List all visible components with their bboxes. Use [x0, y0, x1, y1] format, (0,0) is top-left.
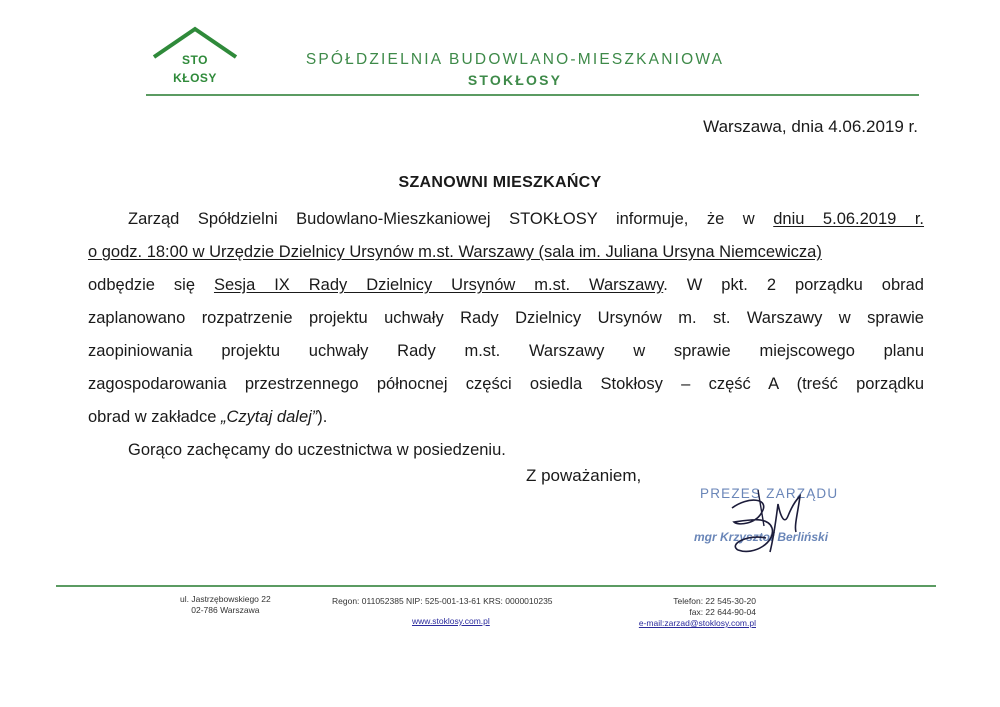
logo	[150, 26, 240, 92]
paragraph-line: o godz. 18:00 w Urzędzie Dzielnicy Ursynów m.st. Warszawy (sala im. Juliana Ursyna Niemcewicza)	[88, 243, 822, 261]
contact-email-link[interactable]: e-mail:zarzad@stoklosy.com.pl	[638, 618, 756, 628]
letter-body	[88, 203, 924, 467]
paragraph-line: zagospodarowania przestrzennego północnej części osiedla Stokłosy – część A (treść porządku	[88, 375, 924, 393]
footer-divider	[56, 585, 936, 587]
stamp-title: PREZES ZARZĄDU	[700, 486, 839, 501]
paragraph-line	[88, 401, 924, 434]
text-span: Zarząd Spółdzielni Budowlano-Mieszkaniowej STOKŁOSY informuje, że w	[128, 210, 774, 228]
text-span: . W pkt. 2 porządku obrad	[663, 276, 924, 294]
logo-text-bottom: KŁOSY	[173, 71, 217, 85]
paragraph-line: zaplanowano rozpatrzenie projektu uchwały Rady Dzielnicy Ursynów m. st. Warszawy w sprawie	[88, 309, 924, 327]
paragraph-line	[88, 203, 924, 236]
read-more-reference: „Czytaj dalej”	[221, 408, 318, 426]
text-span: odbędzie się	[88, 276, 214, 294]
footer-address	[180, 594, 271, 616]
logo-text-top: STO	[182, 53, 208, 67]
contact-fax: fax: 22 644-90-04	[689, 607, 756, 617]
address-street: ul. Jastrzębowskiego 22	[180, 594, 271, 604]
closing-phrase: Z poważaniem,	[526, 466, 642, 485]
organization-name: SPÓŁDZIELNIA BUDOWLANO-MIESZKANIOWA	[305, 51, 725, 68]
address-city: 02-786 Warszawa	[191, 605, 260, 615]
footer-registration-ids: Regon: 011052385 NIP: 525-001-13-61 KRS: 0000010235	[332, 596, 553, 606]
paragraph-2: Gorąco zachęcamy do uczestnictwa w posiedzeniu.	[128, 441, 506, 459]
paragraph-line: zaopiniowania projektu uchwały Rady m.st. Warszawy w sprawie miejscowego planu	[88, 342, 924, 360]
footer-website-link[interactable]: www.stoklosy.com.pl	[412, 616, 490, 626]
stamp-name: mgr Krzysztof Berliński	[694, 530, 829, 544]
paragraph-line	[88, 269, 924, 302]
text-span: obrad w zakładce	[88, 408, 221, 426]
letter-date: Warszawa, dnia 4.06.2019 r.	[703, 117, 918, 136]
text-span: ).	[317, 408, 328, 426]
contact-phone: Telefon: 22 545-30-20	[673, 596, 756, 606]
header-divider	[146, 94, 919, 96]
letter-heading: SZANOWNI MIESZKAŃCY	[398, 174, 602, 191]
footer-contact	[620, 596, 756, 629]
session-name: Sesja IX Rady Dzielnicy Ursynów m.st. Warszawy	[213, 276, 664, 294]
meeting-date: dniu 5.06.2019 r.	[773, 210, 925, 228]
signature-icon	[718, 486, 828, 566]
organization-name-sub: STOKŁOSY	[467, 72, 563, 88]
